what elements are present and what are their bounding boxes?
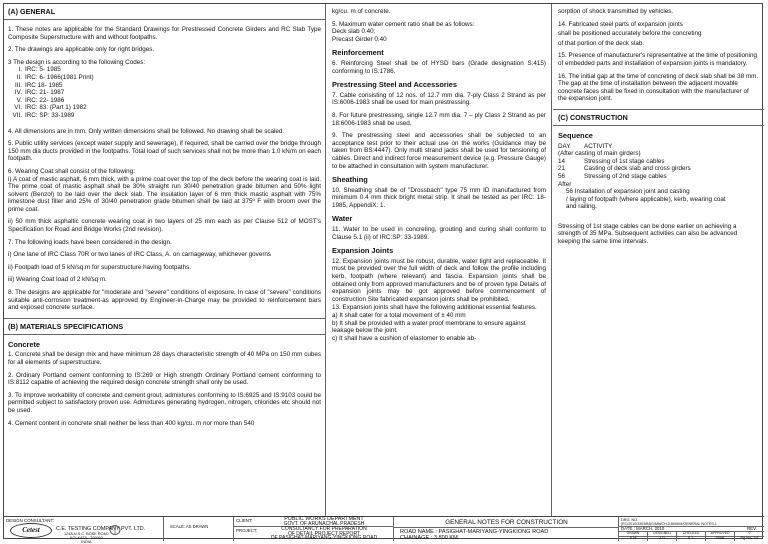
note-2: 2. The drawings are applicable only for right bridges. (8, 46, 155, 54)
page-number: Pg.No. 1/4 (740, 536, 759, 540)
code-numeral: IV. (14, 89, 22, 97)
sequence-activity: Stressing of 2nd stage cables (584, 172, 667, 180)
prestressing-heading: Prestressing Steel and Accessories (332, 80, 458, 90)
code-numeral: III. (15, 81, 22, 89)
note-12-expansion: 12. Expansion joints must be robust, durable, water tight and replaceable. It must be provided over the full width of deck and follow the profile including kerb, footpath (where relevant) and fascia. Expansion joints shall be obtained only from approved manufacturers and be of proven type Details of expansion joints may be got approved before commencement of construction Site fabricated expansion joints shall be prohibited. (332, 257, 546, 303)
company-address-line: KOLKATA - 700092 (69, 536, 103, 540)
water-heading: Water (332, 214, 353, 224)
activity-column-header: ACTIVITY (584, 142, 613, 150)
code-numeral: II. (16, 73, 22, 81)
note-3-intro: 3 The design is according to the following Codes: (8, 58, 146, 66)
sequence-row (558, 165, 759, 173)
initials-row (619, 536, 764, 541)
concrete-heading: Concrete (8, 339, 41, 349)
note-15: 15. Presence of manufacturer's representative at the time of positioning of embedded parts and installation of expansion joints is mandatory. (558, 52, 757, 67)
drawing-sheet (3, 3, 763, 544)
note-6-ii: ii) 50 mm thick asphaltic concrete wearing coat in two layers of 25 mm each as per Clause 512 of MOST's Specification for Road and Bridge Works (2nd revision). (8, 218, 321, 234)
road-name: ROAD NAME : PASIGHAT-MARIYANG-YINGKIONG ROAD (400, 529, 549, 535)
code-item (8, 104, 321, 112)
code-item (8, 66, 321, 74)
note-13b: b) It shall be provided with a water proof membrane to ensure against leakage below the joint. (332, 319, 526, 335)
code-numeral: I. (18, 66, 22, 74)
note-6: 6. Wearing Coat shall consist of the following: i) A coat of mastic asphalt, 6 mm thick, with a prime coat over the top of the deck before the wearing coat is laid. The prime coat of mastic asphalt shall be 30% straight run 30/40 penetration grade bitumen and 50% light solvent (Benzol) to be laid over the deck slab. The insulation layer of 6 mm thick mastic asphalt with 75% limestone dust filler and 25% of 30/40 penetration grade bitumen shall be laid at 375º F with broom over the prime coat. (8, 167, 321, 213)
role-initials: DMN (706, 536, 735, 541)
sequence-activity: Casting of deck slab and cross girders (584, 165, 691, 173)
role-initials: S.M (619, 536, 648, 541)
note-b3: 3. To improve workability of concrete and cement grout, admixtures conforming to IS:6925 and IS:9103 could be permitted subject to satisfactory proven use. Admixtures generating hydrogen, nitrogen, chlorides etc should not be used. (8, 391, 321, 414)
consultant-label: DESIGN CONSULTANT: (6, 518, 54, 523)
title-block (4, 516, 764, 544)
note-13: 13. Expansion joints shall have the following additional essential features. (332, 304, 537, 312)
after-label: After (558, 180, 572, 188)
consultant-cell (4, 517, 164, 544)
rev-number: 0 (748, 531, 751, 535)
code-text: IRC: 6- 1966(1981 Print) (25, 73, 94, 81)
client-line-2: GOVT. OF ARUNACHAL PRADESH (283, 520, 365, 527)
notes-column-3 (553, 4, 764, 516)
sequence-row (558, 173, 759, 181)
project-label: PROJECT: (236, 528, 258, 533)
role-label: CHECKED (677, 531, 706, 536)
note-7-i: i) One lane of IRC Class 70R or two lanes of IRC Class, A. on carriageway, whichever governs (8, 251, 272, 259)
role-label: APPROVED (706, 531, 735, 536)
sequence-day: 56 (558, 172, 566, 180)
code-text: IRC: SP: 33-1989 (25, 111, 75, 119)
drg-number: (EC/2010/3303/BDG/MN/CH-3.800KM/GENERAL NOTES-1 (621, 521, 717, 526)
note-14-b: shall be positioned accurately before the concreting (558, 30, 702, 38)
note-8-future: 8. For future prestressing, single 12.7 mm dia. 7 – ply Class 2 Strand as per 18:6006-1983 shall be used. (332, 111, 546, 127)
scale-cell (164, 517, 234, 541)
note-16: 16. The initial gap at the time of concreting of deck slab shall be 38 mm. The gap at the time of installation between the adjacent movable concrete faces shall be fixed in consultation with the manufacturer of the expansion joint. (558, 72, 759, 103)
note-13c-cont: sorption of shock transmitted by vehicles. (558, 8, 674, 15)
note-1: 1. These notes are applicable for the Standard Drawings for Prestressed Concrete Girders and RC Slab Type Composite Superstructure with and without footpaths. (8, 26, 321, 41)
role-initials: S.T. (677, 536, 706, 541)
code-item (8, 89, 321, 97)
code-item (8, 82, 321, 90)
drg-label: DRG. NO. (621, 518, 639, 522)
note-5-wc: 5. Maximum water cement ratio shall be as follows: Deck slab 0.40; Precast Girder 0.40 (332, 20, 475, 43)
code-text: IRC: 83: (Part 1) 1982 (25, 104, 87, 112)
note-b2: 2. Ordinary Portland cement conforming to IS:269 or High strength Ordinary Portland cement conforming to IS:8112 capable of achieving the required design concrete strength shall only be used. (8, 371, 321, 387)
sequence-day: 14 (558, 157, 566, 165)
note-8: 8. The designs are applicable for "moderate and "severe" conditions of exposure. In case of "severe" conditions suitable anti-corrosion treatment-as approved by Engineer-in-Charge may be provided to reinforcement bars and exposed concrete surface. (8, 289, 321, 312)
code-numeral: V. (16, 96, 22, 104)
note-10-sheathing: 10. Sheathing shall be of "Drossbach" type 75 mm ID manufactured from minimum 0.4 mm thick bright metal strip. It shall be tested as per IRC: 18-1985, AppendiX: 1. (332, 186, 546, 209)
scale-text: SCALE: AS DRAWN (170, 524, 209, 529)
note-b4: 4. Cement content in concrete shall neither be less than 400 kg/cu. m nor more than 540 (8, 419, 255, 427)
section-c-header: (C) CONSTRUCTION (553, 109, 764, 126)
day-56-activity: 56 Installation of expansion joint and casting / laying of footpath (where applicable), kerb, wearing coat and railing. (566, 188, 726, 211)
notes-column-2 (327, 4, 552, 516)
code-text: IRC: 5- 1985 (25, 66, 61, 74)
code-numeral: VI. (14, 104, 22, 112)
note-b1: 1. Concrete shall be design mix and have minimum 28 days characteristic strength of 40 MPa on 150 mm cubes for all elements of superstructure. (8, 351, 321, 366)
note-9-acceptance: 9. The prestressing steel and accessories shall be subjected to an acceptance test prior to their actual use on the works (Guidance may be taken from BS:4447). Only multi strand jacks shall be used for tensioning of cables. Direct and indirect force measurement device (e.g. Pressure Gauge) to be attached in consultation with system manufacturer. (332, 132, 546, 170)
code-text: IRC: 21- 1987 (25, 89, 65, 97)
project-line-1: CONSULTANCY FOR PREPARATION (281, 526, 367, 532)
drawing-date: DATE : MARCH, 2010 (621, 526, 665, 531)
drawing-info-cell (619, 517, 764, 541)
note-14: 14. Fabricated steel parts of expansion joints (558, 20, 683, 28)
sheathing-heading: Sheathing (332, 175, 368, 185)
role-label: DRAWN (619, 531, 648, 536)
title-cell (394, 517, 619, 541)
code-item (8, 112, 321, 120)
after-casting-note: (After casting of main girders) (558, 150, 641, 158)
note-4: 4. All dimensions are in mm. Only written dimensions shall be followed. No drawing shall be scaled. (8, 127, 285, 135)
note-4-cont: kg/cu. m of concrete. (332, 8, 391, 15)
client-label: CLIENT: (236, 518, 253, 523)
sequence-heading: Sequence (558, 130, 593, 140)
code-text: IRC 18- 1985 (25, 81, 63, 89)
sequence-day: 21 (558, 165, 566, 173)
role-label: DESIGNED (648, 531, 677, 536)
code-item (8, 74, 321, 82)
stressing-note: Stressing of 1st stage cables can be done earlier on achieving a strength of 35 MPa. Subsequent activities can also be advanced keeping the same time intervals. (558, 222, 738, 246)
client-line-1: PUBLIC WORKS DEPARTMENT (284, 516, 364, 522)
rev-label: REV. (747, 526, 757, 531)
company-address-line: 124A,N.S.C. BOSE ROAD (64, 532, 109, 536)
code-text: IRC: 22- 1986 (25, 96, 65, 104)
code-item (8, 97, 321, 105)
chainage: CHAINAGE : 3.800 KM. (400, 535, 460, 541)
company-logo: Cetest (10, 523, 52, 538)
sequence-rows (558, 158, 759, 181)
reinforcement-heading: Reinforcement (332, 48, 384, 58)
note-13a: a) It shall cater for a total movement of ± 40 mm (332, 312, 466, 319)
expansion-heading: Expansion Joints (332, 246, 394, 256)
note-13c: c) It shall have a cushion of elastomer to enable ab- (332, 334, 477, 342)
note-5: 5. Public utility services (except water supply and sewerage), if required, shall be carried over the bridge through 150 mm dia ducts provided in the footpaths. Total load of such services shall not be more than 1.0 kN/m on each footpath. (8, 140, 321, 163)
company-address (64, 532, 109, 544)
drawing-title: GENERAL NOTES FOR CONSTRUCTION (394, 517, 619, 528)
sequence-row (558, 158, 759, 166)
codes-list (8, 66, 321, 119)
note-14-c: of that portion of the deck slab. (558, 39, 645, 47)
note-7-iii: iii) Wearing Coat load of 2 kN/sq m. (8, 276, 107, 284)
project-line-2: OF DETAIL PROJECT REPORT (287, 530, 361, 537)
notes-column-1 (4, 4, 326, 516)
day-column-header: DAY (558, 142, 571, 150)
note-11-water: 11. Water to be used in concreting, grouting and curing shall conform to Clause 5.1 (ii) of IRC:SP: 33-1989. (332, 226, 546, 241)
code-numeral: VII. (12, 111, 22, 119)
company-name: C.E. TESTING COMPANY PVT. LTD. (56, 526, 146, 532)
note-6-steel: 6. Reinforcing Steel shall be of HYSD bars (Grade designation S:415) conforming to IS:1786. (332, 59, 546, 75)
company-address-line: INDIA (81, 540, 92, 544)
role-initials: J.D (648, 536, 677, 541)
section-a-header: (A) GENERAL (4, 4, 325, 20)
project-line-3: OF PASIGHAT-MARIYANG-YINGKIONG ROAD (270, 535, 378, 542)
note-7-cable: 7. Cable consisting of 12 nos. of 12.7 mm dia. 7-ply Class 2 Strand as per IS:6006-1983 shall be used for main prestressing. (332, 91, 546, 107)
note-7: 7. The following loads have been considered in the design. (8, 238, 172, 246)
seal-icon (108, 524, 122, 536)
sequence-activity: Stressing of 1st stage cables (584, 157, 665, 165)
section-b-header: (B) MATERIALS SPECIFICATIONS (4, 318, 325, 335)
note-7-ii: ii) Footpath load of 5 kN/sq.m for superstructure having footpaths. (8, 263, 192, 271)
client-project-cell (234, 517, 394, 541)
sequence-table (558, 143, 759, 211)
